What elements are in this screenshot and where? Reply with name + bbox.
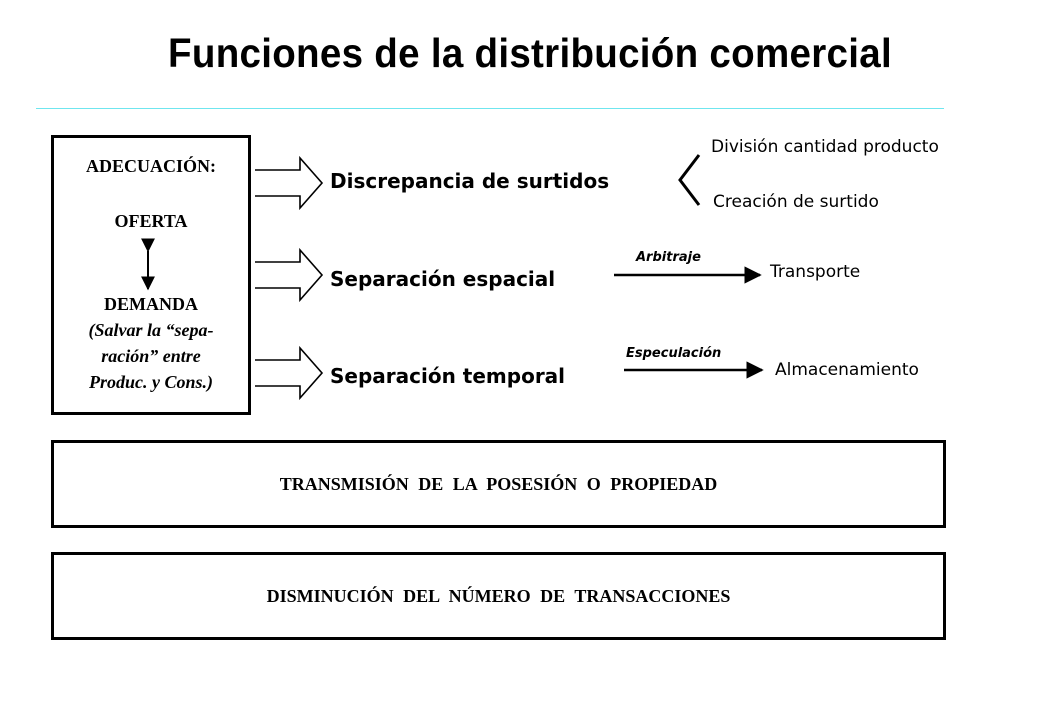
storage-label: Almacenamiento — [775, 360, 919, 380]
block-arrow-spatial — [255, 250, 322, 300]
supply-label: OFERTA — [114, 211, 188, 231]
block-arrow-assortment — [255, 158, 322, 208]
function-assortment-discrepancy: Discrepancia de surtidos — [330, 169, 610, 193]
speculation-label: Especulación — [626, 346, 722, 361]
outcome-quantity-division: División cantidad producto — [711, 137, 939, 157]
outcome-assortment-creation: Creación de surtido — [713, 192, 879, 212]
function-spatial-separation: Separación espacial — [330, 267, 556, 291]
transport-label: Transporte — [770, 262, 861, 282]
adequacy-note-line-3: Produc. y Cons.) — [88, 372, 213, 392]
block-arrow-temporal — [255, 348, 322, 398]
adequacy-heading: ADECUACIÓN: — [86, 156, 216, 176]
arbitrage-label: Arbitraje — [636, 250, 701, 265]
ownership-transfer-label: TRANSMISIÓN DE LA POSESIÓN O PROPIEDAD — [279, 473, 718, 494]
transaction-reduction-box — [51, 552, 946, 640]
page-title: Funciones de la distribución comercial — [168, 30, 892, 76]
assortment-bracket — [680, 155, 699, 205]
adequacy-note-line-1: (Salvar la “sepa- — [88, 320, 214, 340]
demand-label: DEMANDA — [104, 294, 198, 314]
function-temporal-separation: Separación temporal — [330, 364, 566, 388]
transaction-reduction-label: DISMINUCIÓN DEL NÚMERO DE TRANSACCIONES — [266, 585, 731, 606]
ownership-transfer-box — [51, 440, 946, 528]
adequacy-note-line-2: ración” entre — [101, 346, 201, 366]
